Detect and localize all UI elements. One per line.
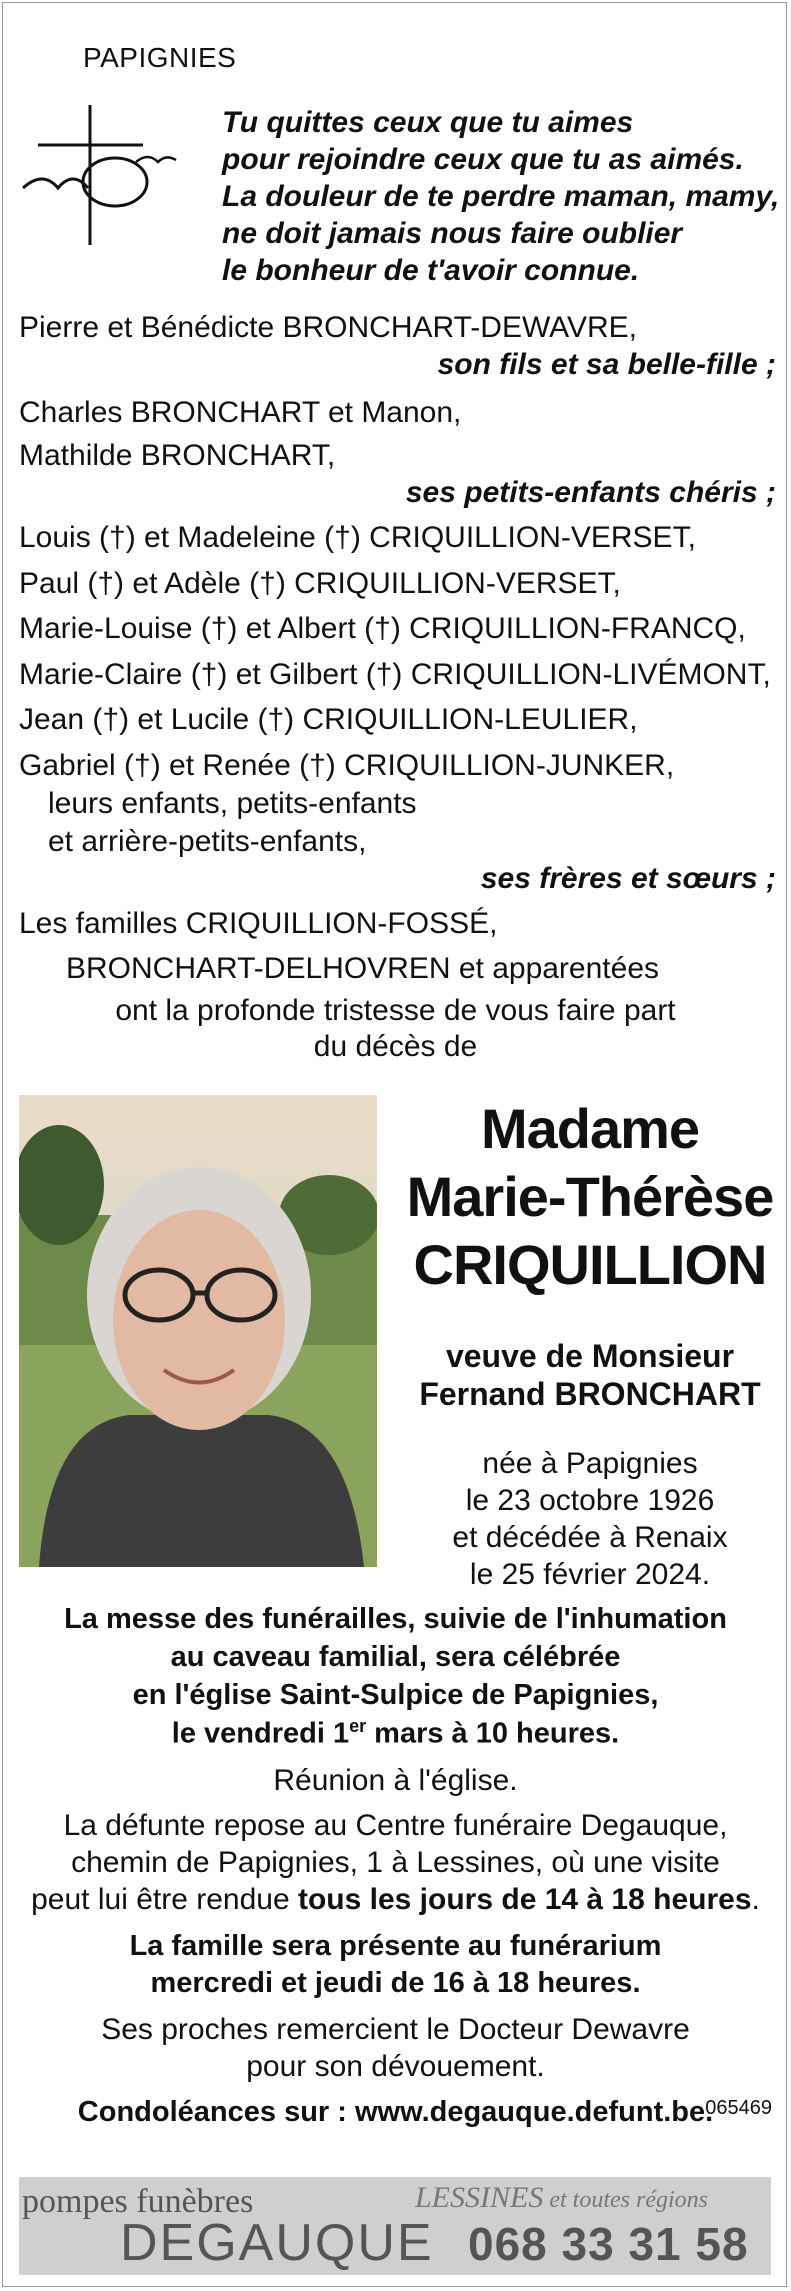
death-line: le 25 février 2024. <box>469 1558 711 1591</box>
presence-line: mercredi et jeudi de 16 à 18 heures. <box>150 1967 641 1999</box>
deceased-title: Madame <box>480 1097 700 1160</box>
presence-line: La famille sera présente au funérarium <box>129 1930 662 1962</box>
poem <box>222 104 779 289</box>
poem-line: Tu quittes ceux que tu aimes <box>222 106 634 139</box>
region-rest: et toutes régions <box>543 2187 708 2213</box>
birth-line: le 23 octobre 1926 <box>465 1484 715 1517</box>
ceremony-date <box>0 1716 791 1751</box>
ceremony-line: au caveau familial, sera célébrée <box>170 1641 621 1673</box>
birth-death-block <box>400 1445 780 1593</box>
sibling-line: Marie-Louise (†) et Albert (†) CRIQUILLION-FRANCQ, <box>19 612 746 645</box>
sibling-line: Paul (†) et Adèle (†) CRIQUILLION-VERSET, <box>19 567 621 600</box>
condolences-link[interactable]: Condoléances sur : www.degauque.defunt.be. <box>77 2096 714 2128</box>
poem-line: pour rejoindre ceux que tu as aimés. <box>222 143 744 176</box>
cross-bird-icon <box>18 100 178 250</box>
town-heading: PAPIGNIES <box>83 42 237 73</box>
reunion-line: Réunion à l'église. <box>273 1764 518 1797</box>
family-line: leurs enfants, petits-enfants <box>48 787 417 820</box>
family-line: Pierre et Bénédicte BRONCHART-DEWAVRE, <box>19 311 637 344</box>
death-line: et décédée à Renaix <box>452 1521 728 1554</box>
ceremony-line: La messe des funérailles, suivie de l'inhumation <box>64 1603 727 1635</box>
sibling-line: Louis (†) et Madeleine (†) CRIQUILLION-VERSET, <box>19 521 696 554</box>
repose-text: peut lui être rendue <box>31 1883 298 1916</box>
widow-line: Fernand BRONCHART <box>419 1376 761 1412</box>
announcement-line: ont la profonde tristesse de vous faire part <box>115 994 676 1027</box>
birth-line: née à Papignies <box>482 1447 698 1480</box>
repose-line: La défunte repose au Centre funéraire Degauque, <box>63 1809 728 1842</box>
poem-line: le bonheur de t'avoir connue. <box>222 254 640 287</box>
sibling-line: Gabriel (†) et Renée (†) CRIQUILLION-JUNKER, <box>19 749 675 782</box>
deceased-first-name: Marie-Thérèse <box>406 1165 774 1228</box>
poem-line: La douleur de te perdre maman, mamy, <box>222 180 780 213</box>
pompes-funebres-label: pompes funèbres <box>22 2183 254 2220</box>
region-town: LESSINES <box>415 2181 544 2214</box>
portrait-photo <box>19 1095 377 1567</box>
family-line: Mathilde BRONCHART, <box>19 439 336 472</box>
sibling-line: Marie-Claire (†) et Gilbert (†) CRIQUILLION-LIVÉMONT, <box>19 658 771 691</box>
repose-line: chemin de Papignies, 1 à Lessines, où une visite <box>71 1846 720 1879</box>
region-label <box>415 2181 708 2215</box>
family-line: Les familles CRIQUILLION-FOSSÉ, <box>19 907 498 940</box>
family-role: ses petits-enfants chéris ; <box>405 476 776 509</box>
degauque-logo: DEGAUQUE <box>120 2214 434 2272</box>
widow-line: veuve de Monsieur <box>445 1338 735 1374</box>
thanks-line: pour son dévouement. <box>246 2050 545 2083</box>
ceremony-date-day: le vendredi 1 <box>171 1717 350 1750</box>
widow-block <box>400 1337 780 1413</box>
poem-line: ne doit jamais nous faire oublier <box>222 217 683 250</box>
deceased-last-name: CRIQUILLION <box>413 1233 767 1296</box>
thanks-line: Ses proches remercient le Docteur Dewavre <box>101 2013 690 2046</box>
repose-line <box>0 1883 791 1917</box>
ceremony-date-time: mars à 10 heures. <box>366 1717 620 1750</box>
family-line: Charles BRONCHART et Manon, <box>19 396 462 429</box>
announcement-line: du décès de <box>313 1030 478 1063</box>
ceremony-date-sup: er <box>349 1716 367 1736</box>
family-line: BRONCHART-DELHOVREN et apparentées <box>66 952 659 985</box>
family-line: et arrière-petits-enfants, <box>48 825 367 858</box>
sibling-line: Jean (†) et Lucile (†) CRIQUILLION-LEULIER, <box>19 703 638 736</box>
repose-hours: tous les jours de 14 à 18 heures <box>297 1883 752 1916</box>
repose-period: . <box>751 1883 760 1916</box>
family-role: son fils et sa belle-fille ; <box>437 348 776 381</box>
family-role: ses frères et sœurs ; <box>480 862 776 895</box>
phone-number[interactable]: 068 33 31 58 <box>468 2218 749 2270</box>
notice-code: 065469 <box>705 2097 772 2119</box>
deceased-name-block <box>400 1095 780 1299</box>
ceremony-line: en l'église Saint-Sulpice de Papignies, <box>132 1679 659 1711</box>
